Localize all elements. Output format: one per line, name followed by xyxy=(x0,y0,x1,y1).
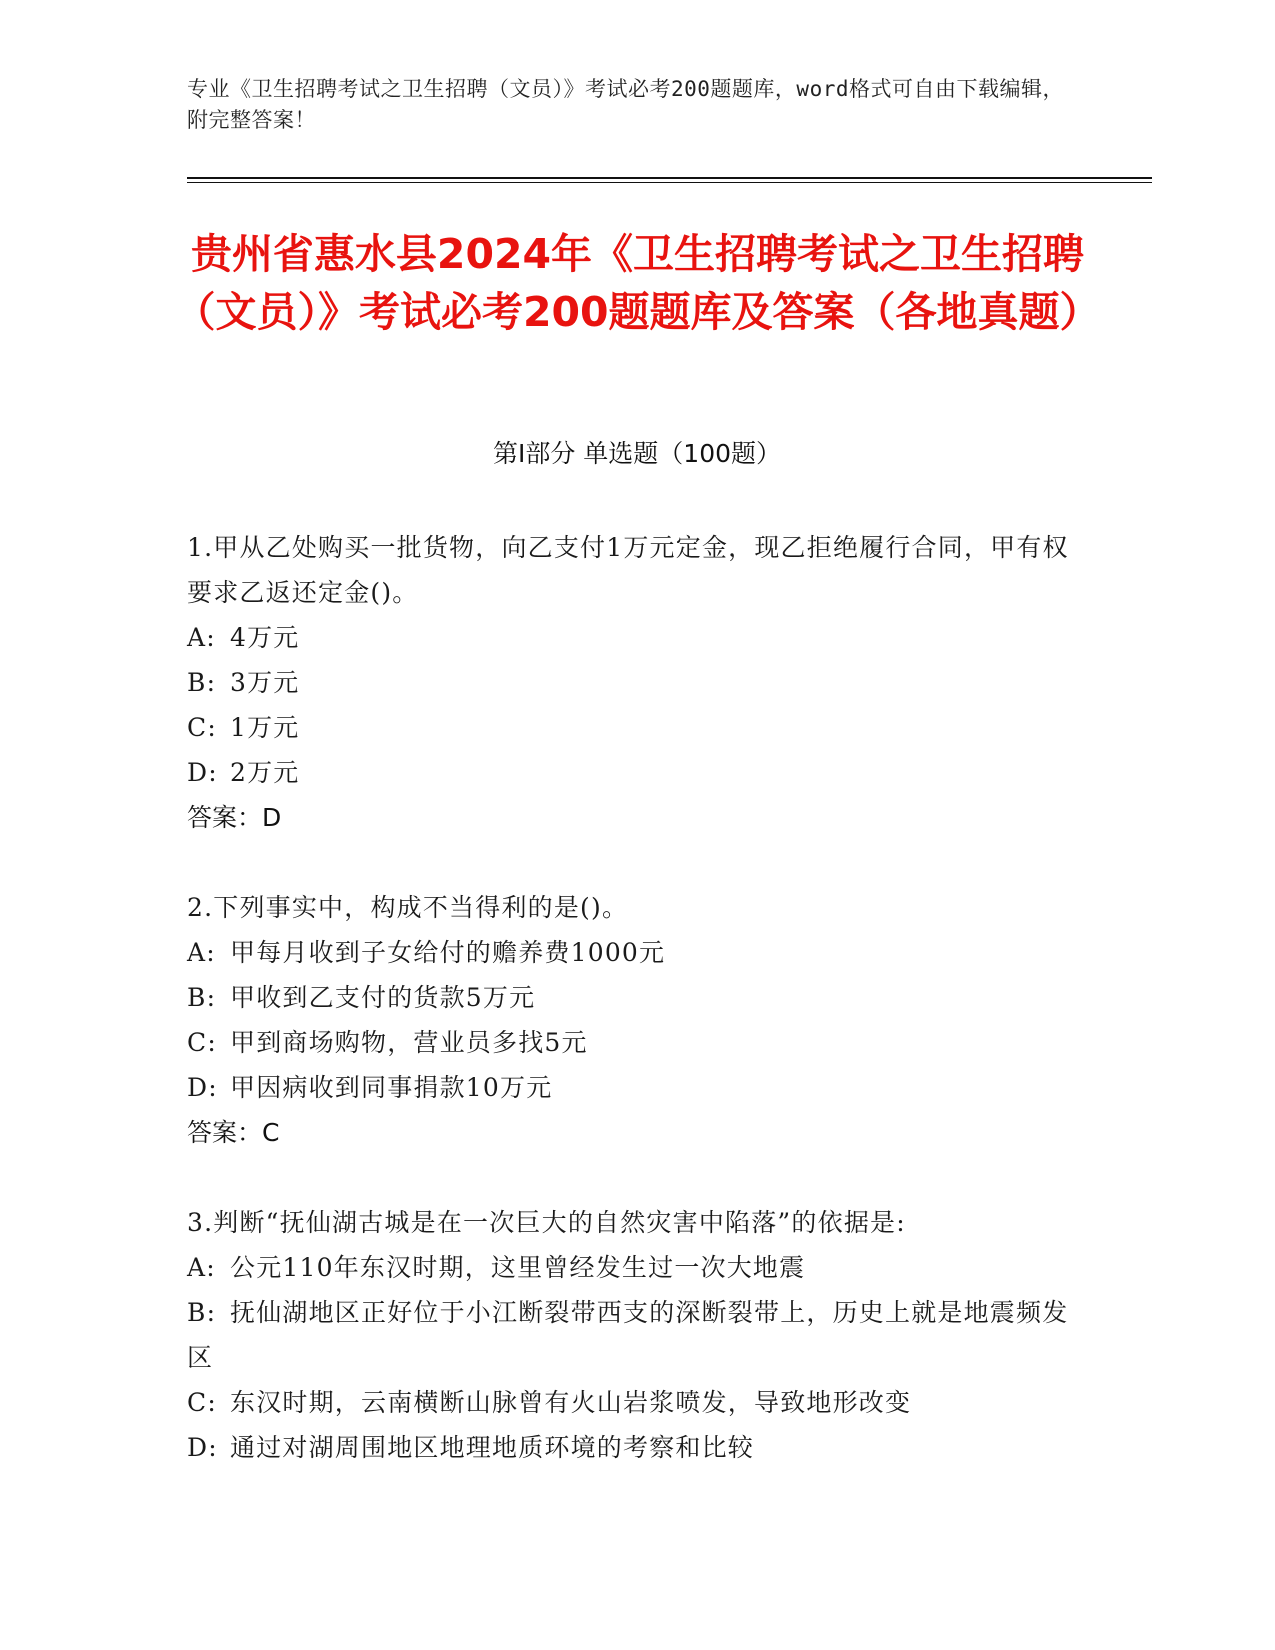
option-letter: D: xyxy=(187,1073,218,1102)
option-letter: A: xyxy=(187,938,216,967)
option-d xyxy=(187,750,1082,795)
question-stem: 3.判断“抚仙湖古城是在一次巨大的自然灾害中陷落”的依据是: xyxy=(187,1208,906,1237)
question-item xyxy=(187,525,1082,840)
option-letter: B: xyxy=(187,668,217,697)
question-stem: 2.下列事实中，构成不当得利的是()。 xyxy=(187,893,629,922)
option-d xyxy=(187,1425,1082,1470)
option-b xyxy=(187,660,1082,705)
option-text: 甲到商场购物，营业员多找5元 xyxy=(230,1028,588,1057)
option-text: 1万元 xyxy=(230,713,300,742)
header-note: 专业《卫生招聘考试之卫生招聘（文员）》考试必考200题题库，word格式可自由下载编辑，附完整答案！ xyxy=(187,77,1064,132)
option-letter: A: xyxy=(187,1253,216,1282)
option-a xyxy=(187,615,1082,660)
section-heading: 第I部分 单选题（100题） xyxy=(492,439,782,468)
question-item xyxy=(187,885,1082,1155)
answer-line: 答案：C xyxy=(187,1118,280,1147)
option-text: 公元110年东汉时期，这里曾经发生过一次大地震 xyxy=(230,1253,806,1282)
option-c xyxy=(187,1380,1082,1425)
option-letter: C: xyxy=(187,1028,217,1057)
question-list xyxy=(187,525,1082,1515)
option-text: 抚仙湖地区正好位于小江断裂带西支的深断裂带上，历史上就是地震频发区 xyxy=(187,1298,1069,1372)
option-text: 3万元 xyxy=(230,668,300,697)
question-item xyxy=(187,1200,1082,1470)
header-divider-thin xyxy=(187,182,1152,183)
option-a xyxy=(187,1245,1082,1290)
option-text: 东汉时期，云南横断山脉曾有火山岩浆喷发，导致地形改变 xyxy=(230,1388,912,1417)
option-b xyxy=(187,1290,1082,1380)
option-d xyxy=(187,1065,1082,1110)
option-letter: A: xyxy=(187,623,216,652)
option-text: 甲收到乙支付的货款5万元 xyxy=(230,983,536,1012)
header-divider-thick xyxy=(187,177,1152,179)
option-c xyxy=(187,705,1082,750)
option-letter: D: xyxy=(187,1433,218,1462)
option-text: 通过对湖周围地区地理地质环境的考察和比较 xyxy=(230,1433,755,1462)
option-letter: B: xyxy=(187,983,217,1012)
option-text: 4万元 xyxy=(230,623,300,652)
option-a xyxy=(187,930,1082,975)
option-b xyxy=(187,975,1082,1020)
option-text: 甲每月收到子女给付的赡养费1000元 xyxy=(230,938,666,967)
document-title: 贵州省惠水县2024年《卫生招聘考试之卫生招聘（文员）》考试必考200题题库及答案（各地真题） xyxy=(174,230,1101,336)
question-stem: 1.甲从乙处购买一批货物，向乙支付1万元定金，现乙拒绝履行合同，甲有权要求乙返还定金()。 xyxy=(187,533,1069,607)
option-letter: C: xyxy=(187,1388,217,1417)
option-c xyxy=(187,1020,1082,1065)
option-letter: C: xyxy=(187,713,217,742)
answer-line: 答案：D xyxy=(187,803,282,832)
option-text: 2万元 xyxy=(230,758,300,787)
option-text: 甲因病收到同事捐款10万元 xyxy=(230,1073,553,1102)
option-letter: D: xyxy=(187,758,218,787)
option-letter: B: xyxy=(187,1298,217,1327)
